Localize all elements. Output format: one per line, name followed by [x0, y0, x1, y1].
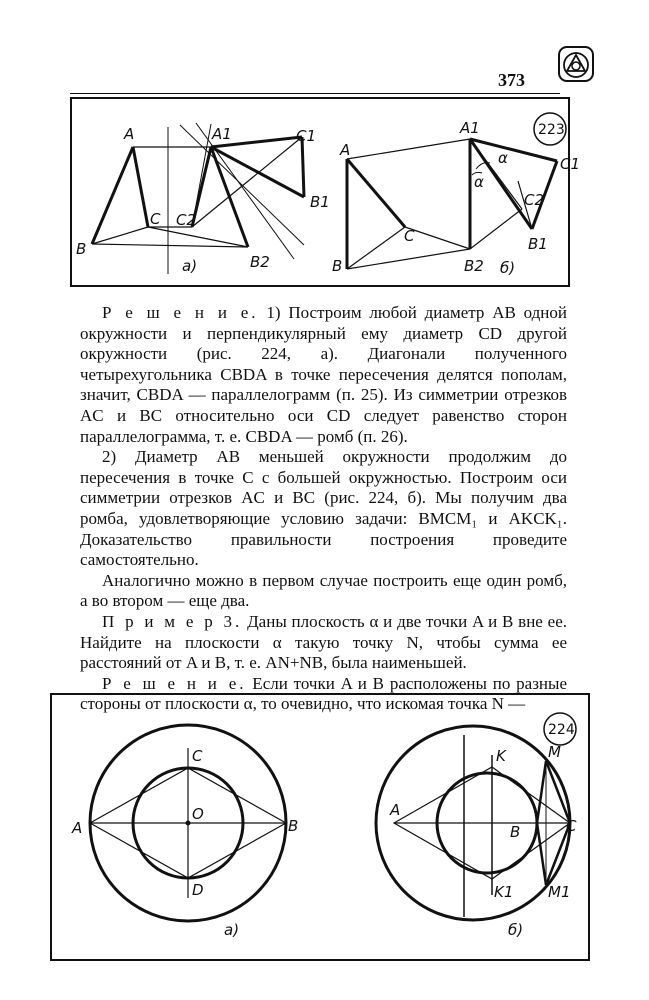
paragraph-1-body: 1) Построим любой диаметр AB одной окружности и перпендикулярный ему диаметр CD другой окружности (рис. 224, а). Диагонали полученного четырехугольника CBDA в точке пересечения делятся пополам, значит, CBDA — параллелограмм (п. 25). Из симметрии отрезков AC и BC относительно оси CD следует равенство сторон параллелограмма, т. е. CBDA — ромб (п. 26).: [80, 303, 567, 446]
caption-223b: б): [500, 259, 516, 277]
label-223b-alpha1: α: [498, 149, 508, 167]
paragraph-4-body: Даны плоскость α и две точки A и B вне ее. Найдите на плоскости α такую точку N, чтобы сумма ее расстояний от A и B, т. е. AN+NB, была наименьшей.: [80, 611, 568, 673]
label-224b-M: M: [548, 743, 561, 761]
label-224b-M1: M1: [548, 883, 571, 901]
caption-224a: а): [224, 921, 240, 939]
figure-223-panel-a: [92, 123, 304, 274]
label-224b-B: B: [510, 823, 521, 841]
label-223b-C1: C1: [560, 155, 581, 173]
paragraph-1-lead: Р е ш е н и е.: [102, 303, 259, 322]
label-223a-B: B: [76, 240, 87, 258]
label-223b-C: C: [404, 227, 415, 245]
figure-223: [70, 97, 581, 287]
caption-224b: б): [508, 921, 524, 939]
figure-224-number: 224: [548, 722, 575, 738]
figure-224-panel-a: [90, 725, 286, 921]
caption-223a: а): [182, 257, 198, 275]
label-224b-K: K: [496, 747, 506, 765]
label-224a-O: O: [192, 805, 204, 823]
emblem-icon: [556, 44, 596, 84]
label-224a-D: D: [192, 881, 204, 899]
label-224b-C: C: [566, 817, 577, 835]
label-224b-A: A: [390, 801, 401, 819]
label-223a-A: A: [124, 125, 135, 143]
paragraph-2: 2) Диаметр AB меньшей окружности продолжим до пересечения в точке C с большей окружностью. Построим оси симметрии отрезков AC и BC (рис. 224, б). Мы получим два ромба, удовлетворяющие условию задачи: BMCM₁ и AKCK₁. Доказательство правильности построения проведите самостоятельно.: [80, 447, 567, 570]
label-223b-C2: C2: [524, 191, 545, 209]
paragraph-3: Аналогично можно в первом случае построить еще один ромб, а во втором — еще два.: [80, 570, 567, 611]
figure-224-panel-b: [376, 726, 570, 920]
label-224b-K1: K1: [494, 883, 514, 901]
paragraph-4-lead: П р и м е р 3.: [102, 611, 243, 631]
figure-223-number: 223: [538, 122, 565, 138]
label-223b-A1: A1: [460, 119, 480, 137]
paragraph-5-body: Если точки A и B расположены по разные стороны от плоскости α, то очевидно, что искомая точка N —: [80, 673, 567, 714]
header-rule: [70, 93, 560, 94]
paragraph-1: [80, 303, 567, 447]
figure-224: [50, 693, 590, 961]
paragraph-4: [80, 612, 567, 674]
paragraph-5-lead: Р е ш е н и е.: [102, 673, 247, 693]
label-223b-B: B: [332, 257, 343, 275]
label-223a-C: C: [150, 210, 161, 228]
label-224a-C: C: [192, 747, 203, 765]
label-224a-A: A: [72, 819, 83, 837]
body-text: [80, 303, 567, 715]
label-223a-C1: C1: [296, 127, 317, 145]
label-223a-A1: A1: [212, 125, 232, 143]
page-number: 373: [498, 70, 525, 90]
label-223b-B1: B1: [528, 235, 548, 253]
label-223b-A: A: [340, 141, 351, 159]
label-224a-B: B: [288, 817, 299, 835]
label-223a-B1: B1: [310, 193, 330, 211]
label-223b-alpha2: α: [474, 173, 484, 191]
label-223b-B2: B2: [464, 257, 484, 275]
label-223a-B2: B2: [250, 253, 270, 271]
label-223a-C2: C2: [176, 211, 197, 229]
